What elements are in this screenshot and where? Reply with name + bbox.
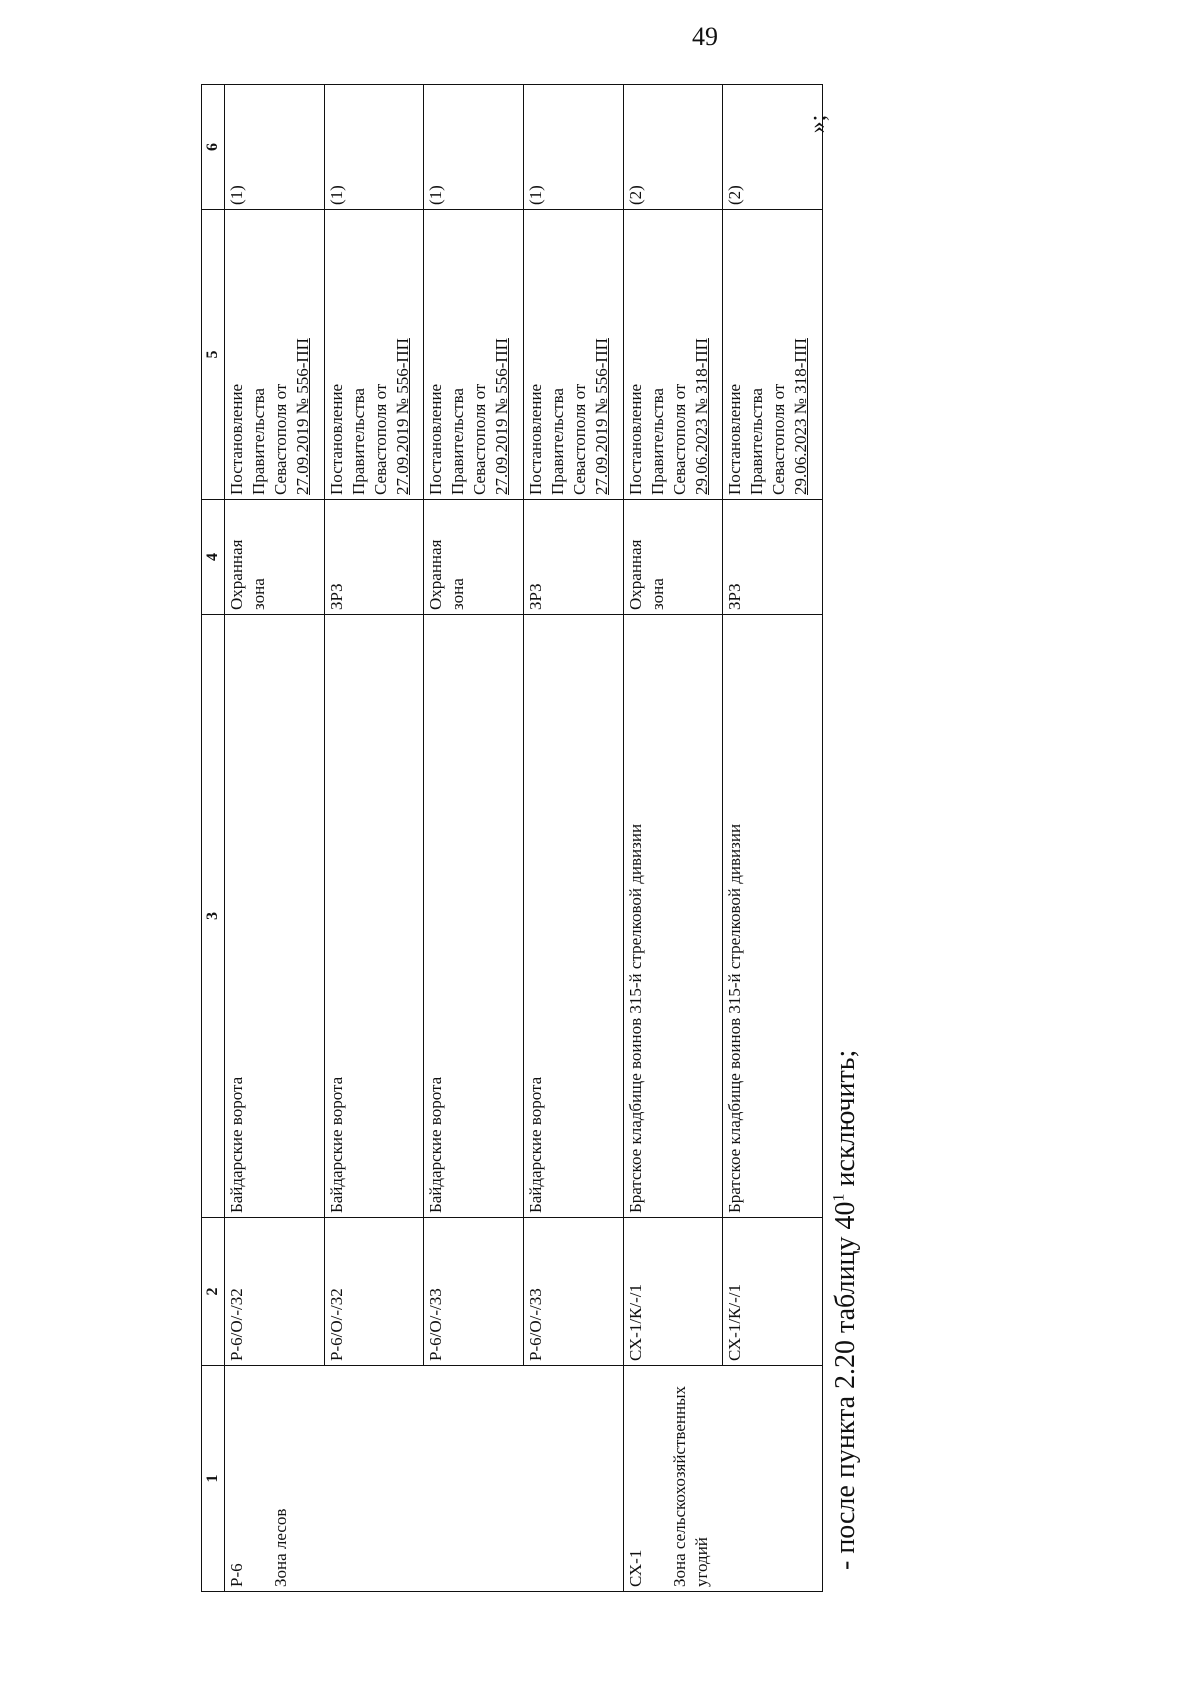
legal-act-line: 29.06.2023 № 318-ПП: [691, 338, 711, 495]
column-header: 3: [202, 615, 225, 1218]
legal-act: [324, 210, 424, 500]
closing-quote-mark: »;: [805, 114, 831, 134]
legal-act-line: Постановление: [426, 383, 446, 495]
zone-type: ЗРЗ: [324, 500, 424, 615]
table-row: [225, 85, 325, 1592]
object-code: Р-6/О/-/32: [225, 1218, 325, 1366]
object-name: Байдарские ворота: [424, 615, 524, 1218]
legal-act: [424, 210, 524, 500]
object-name: Байдарские ворота: [523, 615, 623, 1218]
column-header: 1: [202, 1366, 225, 1592]
column-header: 6: [202, 85, 225, 210]
page-number: 49: [692, 22, 718, 51]
legal-act-line: Севастополя от: [769, 383, 789, 495]
note: (1): [225, 85, 325, 210]
zones-table: [201, 84, 823, 1592]
object-code: СХ-1/К/-/1: [723, 1218, 823, 1366]
column-header: 4: [202, 500, 225, 615]
legal-act-line: Севастополя от: [669, 383, 689, 495]
legal-act-line: Правительства: [448, 388, 468, 495]
table-header-row: [202, 85, 225, 1592]
object-name: Байдарские ворота: [225, 615, 325, 1218]
object-code: Р-6/О/-/33: [523, 1218, 623, 1366]
note: (2): [623, 85, 723, 210]
object-code: Р-6/О/-/33: [424, 1218, 524, 1366]
object-code: СХ-1/К/-/1: [623, 1218, 723, 1366]
table-row: [424, 85, 524, 1592]
object-name: Братское кладбище воинов 315-й стрелковой дивизии: [723, 615, 823, 1218]
table-row: [723, 85, 823, 1592]
column-header: 2: [202, 1218, 225, 1366]
legal-act-line: 27.09.2019 № 556-ПП: [293, 338, 312, 495]
object-code: Р-6/О/-/32: [324, 1218, 424, 1366]
zone-type: Охранная зона: [424, 500, 524, 615]
legal-act-line: Севастополя от: [569, 383, 589, 495]
legal-act-line: Севастополя от: [470, 383, 490, 495]
object-name: Байдарские ворота: [324, 615, 424, 1218]
legal-act-line: Правительства: [547, 388, 567, 495]
zone-name: Зона лесов: [271, 1508, 290, 1587]
zone-name: Зона сельскохозяйственных угодий: [669, 1385, 711, 1587]
legal-act-line: 29.06.2023 № 318-ПП: [791, 338, 811, 495]
zone-type: Охранная зона: [623, 500, 723, 615]
note: (1): [424, 85, 524, 210]
table-number-superscript: 1: [830, 1193, 848, 1202]
legal-act-line: Севастополя от: [271, 383, 290, 495]
legal-act: [723, 210, 823, 500]
instruction-text: [830, 1050, 862, 1570]
legal-act: [225, 210, 325, 500]
table-row: [623, 85, 723, 1592]
column-header: 5: [202, 210, 225, 500]
zone-type: ЗРЗ: [723, 500, 823, 615]
table-row: [523, 85, 623, 1592]
legal-act-line: Правительства: [249, 388, 268, 495]
legal-act-line: 27.09.2019 № 556-ПП: [591, 338, 611, 495]
legal-act-line: Постановление: [625, 383, 645, 495]
zone-cell: [623, 1366, 822, 1592]
zone-code: СХ-1: [625, 1549, 645, 1587]
legal-act-line: 27.09.2019 № 556-ПП: [492, 338, 512, 495]
legal-act-line: Постановление: [725, 383, 745, 495]
legal-act-line: Постановление: [326, 383, 346, 495]
legal-act: [523, 210, 623, 500]
note: (1): [523, 85, 623, 210]
note: (1): [324, 85, 424, 210]
instruction-main: - после пункта 2.20 таблицу 40: [830, 1201, 861, 1570]
legal-act-line: Правительства: [348, 388, 368, 495]
note: (2): [723, 85, 823, 210]
legal-act-line: Правительства: [647, 388, 667, 495]
zone-type: ЗРЗ: [523, 500, 623, 615]
legal-act-line: Постановление: [227, 383, 246, 495]
legal-act-line: Севастополя от: [370, 383, 390, 495]
zone-type: Охранная зона: [225, 500, 325, 615]
table-row: [324, 85, 424, 1592]
legal-act-line: 27.09.2019 № 556-ПП: [392, 338, 412, 495]
zone-cell: [225, 1366, 624, 1592]
zone-code: Р-6: [227, 1563, 246, 1587]
legal-act-line: Постановление: [525, 383, 545, 495]
instruction-end: исключить;: [830, 1049, 861, 1194]
object-name: Братское кладбище воинов 315-й стрелковой дивизии: [623, 615, 723, 1218]
legal-act-line: Правительства: [747, 388, 767, 495]
legal-act: [623, 210, 723, 500]
